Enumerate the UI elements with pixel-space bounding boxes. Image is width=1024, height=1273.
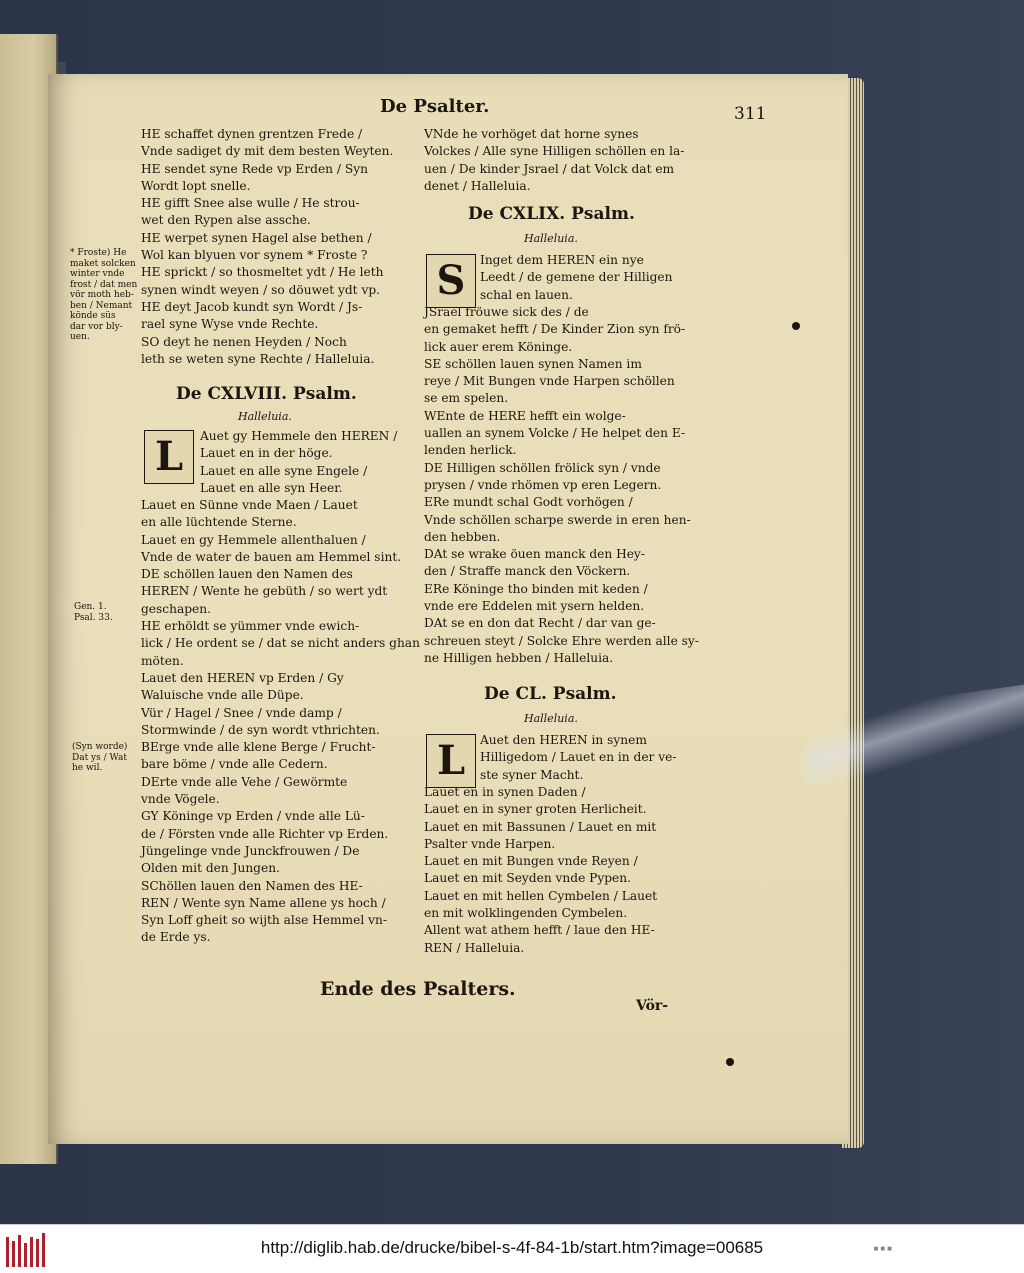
text-line: uen. [70, 332, 90, 342]
text-line: HE sendet syne Rede vp Erden / Syn [141, 161, 368, 176]
text-line: DAt se en don dat Recht / dar van ge- [424, 616, 656, 631]
psalm-148-first-lines [200, 428, 397, 497]
text-line: en alle lüchtende Sterne. [141, 515, 297, 530]
text-line: Syn Loff gheit so wijth alse Hemmel vn- [141, 913, 387, 928]
margin-note-genesis [74, 602, 113, 623]
psalm-148-heading: De CXLVIII. Psalm. [176, 384, 357, 404]
text-line: DE Hilligen schöllen frölick syn / vnde [424, 460, 661, 475]
text-line: Lauet den HEREN vp Erden / Gy [141, 670, 344, 685]
text-line: GY Köninge vp Erden / vnde alle Lü- [141, 809, 365, 824]
text-line: winter vnde [70, 269, 125, 279]
text-line: VNde he vorhöget dat horne synes [424, 127, 639, 141]
text-line: schal en lauen. [480, 287, 573, 302]
text-line: en mit wolklingenden Cymbelen. [424, 906, 628, 921]
psalm-150-body [424, 784, 657, 957]
footer-mark-icon: ■■■ [873, 1244, 894, 1253]
closing-line: Ende des Psalters. [320, 978, 516, 1000]
text-line: de Erde ys. [141, 930, 211, 945]
right-column-top [424, 126, 684, 195]
text-line: en gemaket hefft / De Kinder Zion syn frö- [424, 322, 686, 337]
text-line: Lauet en in syner groten Herlicheit. [424, 802, 647, 817]
text-line: Lauet en alle syn Heer. [200, 480, 343, 495]
psalm-150-initial: L [426, 734, 476, 788]
text-line: geschapen. [141, 601, 211, 616]
text-line: he wil. [72, 763, 103, 773]
text-line: wet den Rypen alse assche. [141, 213, 311, 228]
text-line: frost / dat men [70, 279, 138, 290]
image-url[interactable]: http://diglib.hab.de/drucke/bibel-s-4f-84-1b/start.htm?image=00685 [260, 1238, 764, 1257]
text-line: SO deyt he nenen Heyden / Noch [141, 334, 347, 349]
text-line: REN / Wente syn Name allene ys hoch / [141, 895, 386, 910]
punch-hole-lower [726, 1058, 734, 1066]
text-line: Volckes / Alle syne Hilligen schöllen en la- [424, 144, 685, 159]
text-line: Psal. 33. [74, 612, 113, 623]
text-line: Waluische vnde alle Düpe. [141, 688, 304, 703]
margin-note-frost [70, 248, 137, 343]
psalm-148-subheading: Halleluia. [238, 410, 292, 423]
text-line: HE sprickt / so thosmeltet ydt / He leth [141, 265, 384, 280]
text-line: ne Hilligen hebben / Halleluia. [424, 650, 614, 665]
text-line: Leedt / de gemene der Hilligen [480, 270, 673, 285]
text-line: se em spelen. [424, 391, 509, 406]
text-line: Olden mit den Jungen. [141, 861, 280, 876]
text-line: vör moth heb- [70, 290, 134, 300]
text-line: rael syne Wyse vnde Rechte. [141, 317, 319, 332]
text-line: lenden herlick. [424, 443, 517, 458]
text-line: Jüngelinge vnde Junckfrouwen / De [141, 843, 360, 858]
text-line: Vnde schöllen scharpe swerde in eren hen- [424, 512, 691, 527]
text-line: Auet gy Hemmele den HEREN / [200, 429, 398, 443]
text-line: Vnde de water de bauen am Hemmel sint. [141, 549, 402, 564]
text-line: Lauet en gy Hemmele allenthaluen / [141, 532, 366, 547]
psalm-148-initial: L [144, 430, 194, 484]
text-line: * Froste) He [70, 248, 127, 258]
text-line: leth se weten syne Rechte / Halleluia. [141, 351, 375, 366]
text-line: schreuen steyt / Solcke Ehre werden alle sy- [424, 633, 699, 648]
text-line: reye / Mit Bungen vnde Harpen schöllen [424, 374, 675, 389]
psalm-149-body [424, 304, 699, 667]
text-line: DE schöllen lauen den Namen des [141, 567, 353, 582]
text-line: den / Straffe manck den Vöckern. [424, 564, 631, 579]
text-line: maket solcken [70, 258, 136, 269]
text-line: uallen an synem Volcke / He helpet den E- [424, 426, 686, 441]
text-line: BErge vnde alle klene Berge / Frucht- [141, 740, 376, 755]
catchword: Vör- [636, 998, 669, 1014]
text-line: Lauet en in der höge. [200, 446, 333, 461]
text-line: synen windt weyen / so döuwet ydt vp. [141, 282, 381, 297]
text-line: könde süs [70, 311, 116, 321]
text-line: Inget dem HEREN ein nye [480, 253, 644, 267]
text-line: Lauet en mit Bassunen / Lauet en mit [424, 819, 657, 834]
margin-note-syn-worde [72, 742, 127, 774]
text-line: Allent wat athem hefft / laue den HE- [424, 923, 655, 938]
psalm-150-subheading: Halleluia. [524, 712, 578, 725]
text-line: DAt se wrake öuen manck den Hey- [424, 547, 645, 562]
text-line: (Syn worde) [72, 742, 128, 752]
text-line: lick / He ordent se / dat se nicht anders ghan [141, 636, 420, 651]
text-line: prysen / vnde rhömen vp eren Legern. [424, 477, 662, 492]
text-line: Lauet en mit Seyden vnde Pypen. [424, 871, 631, 886]
text-line: DErte vnde alle Vehe / Gewörmte [141, 774, 348, 789]
psalm-149-heading: De CXLIX. Psalm. [468, 204, 635, 224]
psalm-150-heading: De CL. Psalm. [484, 684, 617, 704]
text-line: Wol kan blyuen vor synem * Froste ? [141, 248, 368, 263]
text-line: Psalter vnde Harpen. [424, 836, 556, 851]
psalm-148-body [141, 497, 420, 947]
text-line: Vnde sadiget dy mit dem besten Weyten. [141, 144, 394, 159]
text-line: Lauet en in synen Daden / [424, 785, 586, 799]
text-line: möten. [141, 653, 184, 668]
text-line: den hebben. [424, 529, 501, 544]
text-line: HE gifft Snee alse wulle / He strou- [141, 196, 360, 211]
text-line: de / Försten vnde alle Richter vp Erden. [141, 826, 389, 841]
text-line: Lauet en alle syne Engele / [200, 463, 368, 478]
text-line: dar vor bly- [70, 321, 123, 332]
text-line: HE deyt Jacob kundt syn Wordt / Js- [141, 299, 363, 314]
text-line: HE schaffet dynen grentzen Frede / [141, 127, 363, 141]
text-line: REN / Halleluia. [424, 940, 525, 955]
text-line: HE erhöldt se yümmer vnde ewich- [141, 619, 360, 634]
text-line: Gen. 1. [74, 602, 107, 612]
text-line: ERe Köninge tho binden mit keden / [424, 581, 648, 596]
text-line: Dat ys / Wat [72, 752, 127, 763]
text-line: denet / Halleluia. [424, 178, 531, 193]
punch-hole-upper [792, 322, 800, 330]
text-line: Stormwinde / de syn wordt vthrichten. [141, 722, 380, 737]
text-line: Vür / Hagel / Snee / vnde damp / [141, 705, 342, 720]
text-line: vnde Vögele. [141, 792, 220, 807]
text-line: lick auer erem Köninge. [424, 339, 573, 354]
text-line: uen / De kinder Jsrael / dat Volck dat em [424, 161, 675, 176]
running-head: De Psalter. [380, 96, 490, 117]
text-line: ERe mundt schal Godt vorhögen / [424, 495, 633, 510]
text-line: ste syner Macht. [480, 767, 584, 782]
book-page [48, 74, 848, 1144]
psalm-149-first-lines [480, 252, 672, 304]
text-line: Wordt lopt snelle. [141, 178, 251, 193]
folio-number: 311 [734, 104, 767, 124]
psalm-150-first-lines [480, 732, 676, 784]
text-line: SChöllen lauen den Namen des HE- [141, 878, 363, 893]
text-line: Hilligedom / Lauet en in der ve- [480, 750, 677, 765]
text-line: Lauet en mit hellen Cymbelen / Lauet [424, 888, 658, 903]
text-line: bare böme / vnde alle Cedern. [141, 757, 328, 772]
viewer-footer [0, 1224, 1024, 1273]
text-line: SE schöllen lauen synen Namen im [424, 356, 642, 371]
text-line: HE werpet synen Hagel alse bethen / [141, 230, 372, 245]
text-line: vnde ere Eddelen mit ysern helden. [424, 599, 645, 614]
text-line: JSrael fröuwe sick des / de [424, 305, 589, 319]
text-line: Lauet en mit Bungen vnde Reyen / [424, 854, 638, 869]
psalm-149-subheading: Halleluia. [524, 232, 578, 245]
text-line: WEnte de HERE hefft ein wolge- [424, 408, 626, 423]
text-line: ben / Nemant [70, 300, 133, 311]
text-line: Auet den HEREN in synem [480, 733, 647, 747]
text-line: Lauet en Sünne vnde Maen / Lauet [141, 498, 358, 512]
left-column-top [141, 126, 393, 368]
psalm-149-initial: S [426, 254, 476, 308]
text-line: HEREN / Wente he gebüth / so wert ydt [141, 584, 388, 599]
